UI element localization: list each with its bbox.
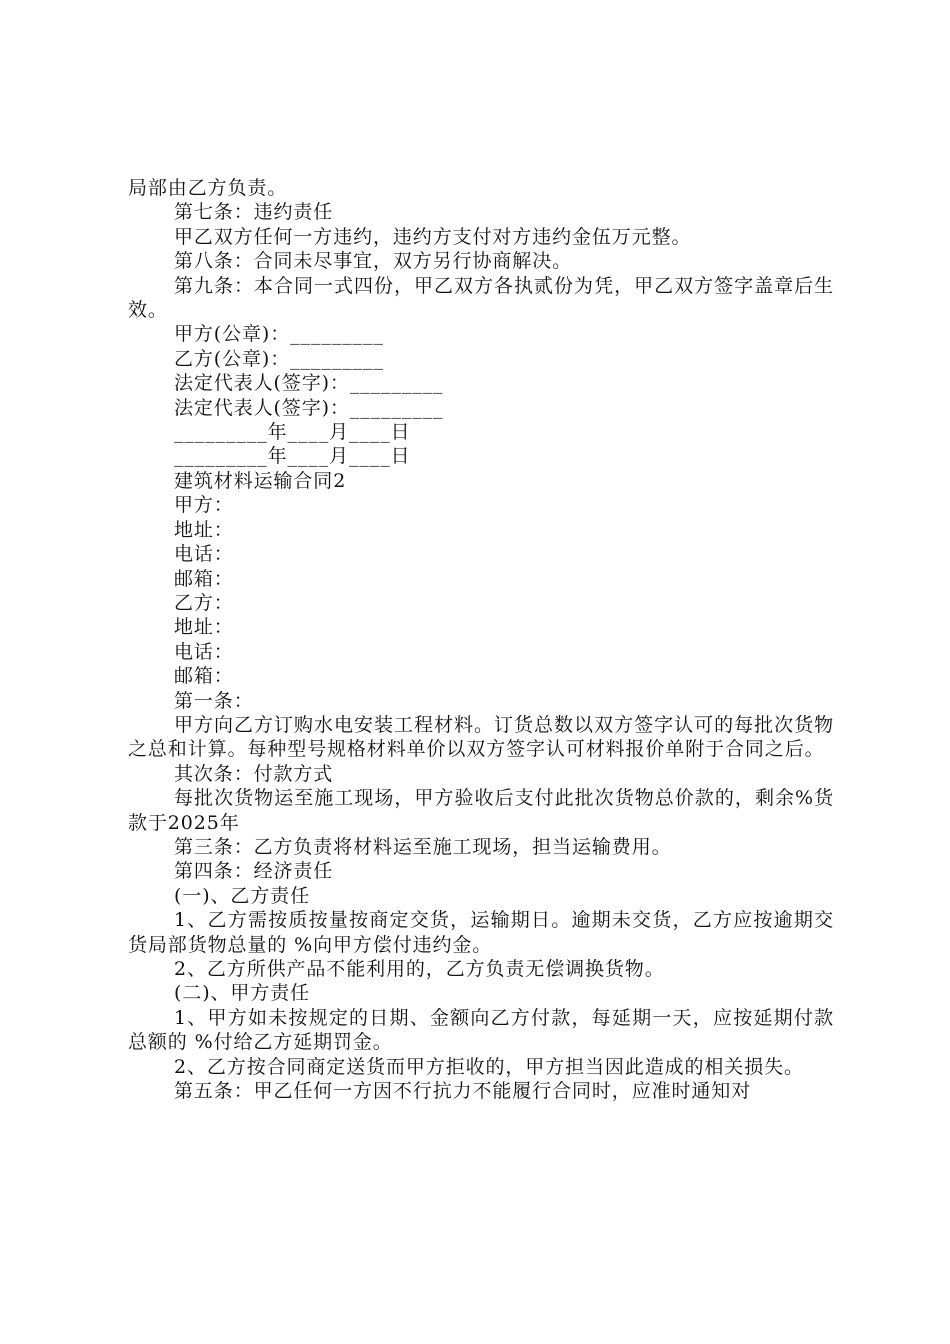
document-paragraph: 电话：	[174, 543, 234, 566]
document-paragraph: 邮箱：	[174, 665, 234, 688]
document-body	[128, 176, 834, 1103]
document-paragraph: _________年____月____日	[174, 421, 411, 444]
document-paragraph: 法定代表人(签字)：_________	[174, 396, 444, 419]
document-paragraph: 每批次货物运至施工现场，甲方验收后支付此批次货物总价款的，剩余%货款于2025年	[128, 787, 834, 834]
document-paragraph: 法定代表人(签字)：_________	[174, 372, 444, 395]
document-paragraph: 地址：	[174, 616, 234, 639]
document-paragraph: _________年____月____日	[174, 445, 411, 468]
document-paragraph: 1、乙方需按质按量按商定交货，运输期日。逾期未交货，乙方应按逾期交货局部货物总量的 %向甲方偿付违约金。	[128, 909, 834, 956]
document-paragraph: 建筑材料运输合同2	[174, 469, 347, 492]
document-paragraph: 其次条：付款方式	[174, 762, 334, 785]
document-paragraph: 乙方：	[174, 591, 234, 614]
document-paragraph: (二)、甲方责任	[174, 982, 311, 1005]
document-paragraph: 邮箱：	[174, 567, 234, 590]
document-paragraph: 甲方向乙方订购水电安装工程材料。订货总数以双方签字认可的每批次货物之总和计算。每种型号规格材料单价以双方签字认可材料报价单附于合同之后。	[128, 713, 834, 761]
document-paragraph: 第三条：乙方负责将材料运至施工现场，担当运输费用。	[174, 835, 672, 858]
document-paragraph: 电话：	[174, 640, 234, 663]
document-paragraph: 第四条：经济责任	[174, 860, 334, 883]
document-paragraph: 2、乙方所供产品不能利用的，乙方负责无偿调换货物。	[174, 958, 665, 980]
document-paragraph: 第一条：	[174, 689, 254, 712]
document-paragraph: 第九条：本合同一式四份，甲乙双方各执贰份为凭，甲乙双方签字盖章后生效。	[128, 274, 834, 322]
document-paragraph: 乙方(公章)：_________	[174, 347, 384, 370]
document-paragraph: 甲方(公章)：_________	[174, 323, 384, 346]
document-paragraph: 地址：	[174, 518, 234, 541]
document-paragraph: 局部由乙方负责。	[128, 177, 288, 199]
document-paragraph: 第八条：合同未尽事宜，双方另行协商解决。	[174, 250, 573, 273]
document-paragraph: 1、甲方如未按规定的日期、金额向乙方付款，每延期一天，应按延期付款总额的 %付给乙方延期罚金。	[128, 1006, 834, 1054]
document-paragraph: 第五条：甲乙任何一方因不行抗力不能履行合同时，应准时通知对	[174, 1080, 752, 1103]
document-paragraph: 2、乙方按合同商定送货而甲方拒收的，甲方担当因此造成的相关损失。	[174, 1055, 804, 1078]
document-paragraph: 第七条：违约责任	[174, 201, 334, 224]
document-paragraph: (一)、乙方责任	[174, 884, 311, 907]
document-paragraph: 甲乙双方任何一方违约，违约方支付对方违约金伍万元整。	[174, 225, 692, 248]
document-paragraph: 甲方：	[174, 494, 234, 517]
